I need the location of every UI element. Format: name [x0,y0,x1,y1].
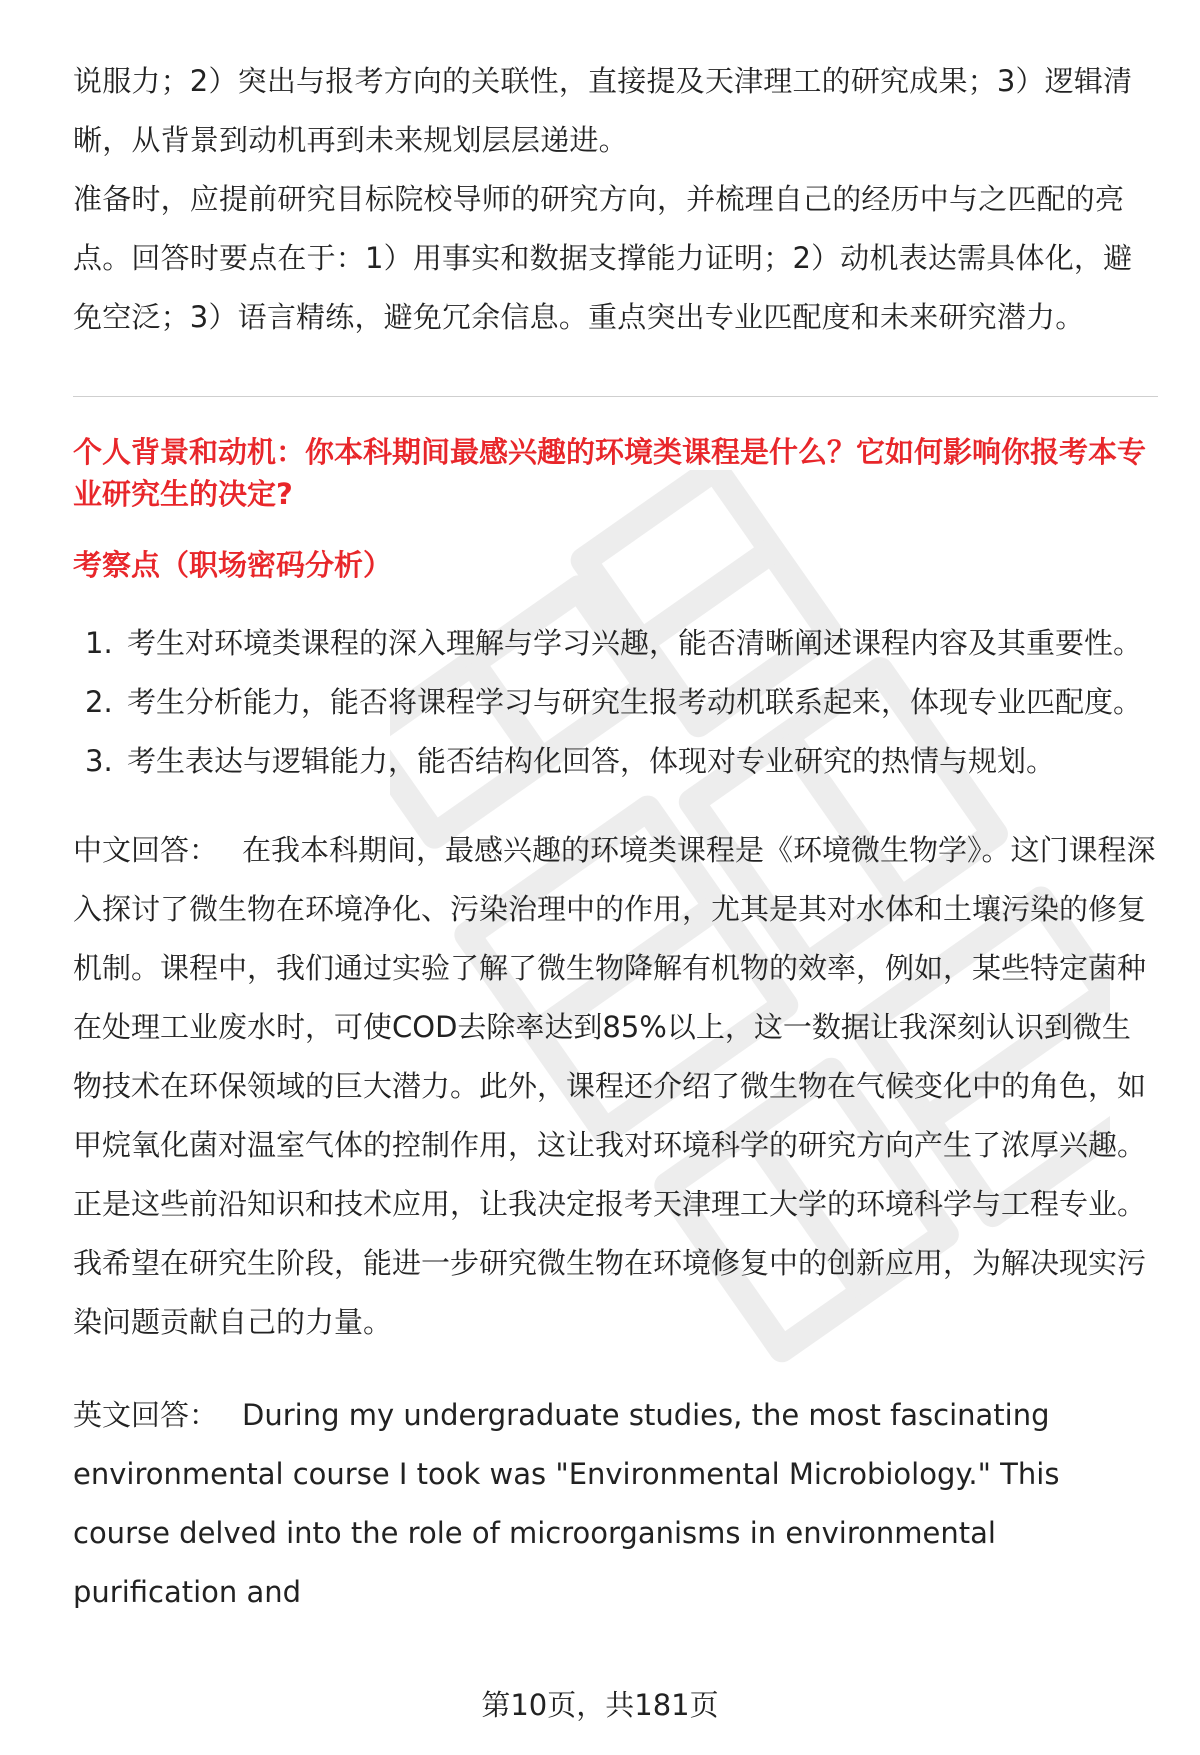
list-item-text: 考生表达与逻辑能力，能否结构化回答，体现对专业研究的热情与规划。 [127,744,1056,778]
list-item-text: 考生对环境类课程的深入理解与学习兴趣，能否清晰阐述课程内容及其重要性。 [127,626,1143,660]
list-item-number: 1. [85,626,113,660]
list-item [73,673,1158,732]
page-number: 第10页，共181页 [481,1688,719,1722]
intro-paragraph-2: 准备时，应提前研究目标院校导师的研究方向，并梳理自己的经历中与之匹配的亮点。回答时要点在于：1）用事实和数据支撑能力证明；2）动机表达需具体化，避免空泛；3）语言精练，避免冗余信息。重点突出专业匹配度和未来研究潜力。 [73,182,1133,334]
english-answer-text: During my undergraduate studies, the most fascinating environmental course I took was "Environmental Microbiology." This course delved into the role of microorganisms in environmental purification and [73,1398,1060,1609]
list-item [73,732,1158,791]
assessment-points-heading: 考察点（职场密码分析） [73,548,393,582]
chinese-answer-text: 在我本科期间，最感兴趣的环境类课程是《环境微生物学》。这门课程深入探讨了微生物在环境净化、污染治理中的作用，尤其是其对水体和土壤污染的修复机制。课程中，我们通过实验了解了微生物降解有机物的效率，例如，某些特定菌种在处理工业废水时，可使COD去除率达到85%以上，这一数据让我深刻认识到微生物技术在环保领域的巨大潜力。此外，课程还介绍了微生物在气候变化中的角色，如甲烷氧化菌对温室气体的控制作用，这让我对环境科学的研究方向产生了浓厚兴趣。正是这些前沿知识和技术应用，让我决定报考天津理工大学的环境科学与工程专业。我希望在研究生阶段，能进一步研究微生物在环境修复中的创新应用，为解决现实污染问题贡献自己的力量。 [73,833,1156,1339]
chinese-answer [73,821,1158,1352]
question-title: 个人背景和动机：你本科期间最感兴趣的环境类课程是什么？它如何影响你报考本专业研究生的决定? [73,435,1147,511]
assessment-points-list [73,614,1158,791]
section-divider [73,396,1158,397]
intro-paragraph-1: 说服力；2）突出与报考方向的关联性，直接提及天津理工的研究成果；3）逻辑清晰，从背景到动机再到未来规划层层递进。 [73,64,1133,157]
english-answer [73,1386,1158,1622]
list-item-number: 3. [85,744,113,778]
chinese-answer-label: 中文回答： [73,833,219,867]
list-item-number: 2. [85,685,113,719]
page-content [73,52,1158,1622]
list-item [73,614,1158,673]
list-item-text: 考生分析能力，能否将课程学习与研究生报考动机联系起来，体现专业匹配度。 [127,685,1143,719]
english-answer-label: 英文回答： [73,1398,219,1432]
